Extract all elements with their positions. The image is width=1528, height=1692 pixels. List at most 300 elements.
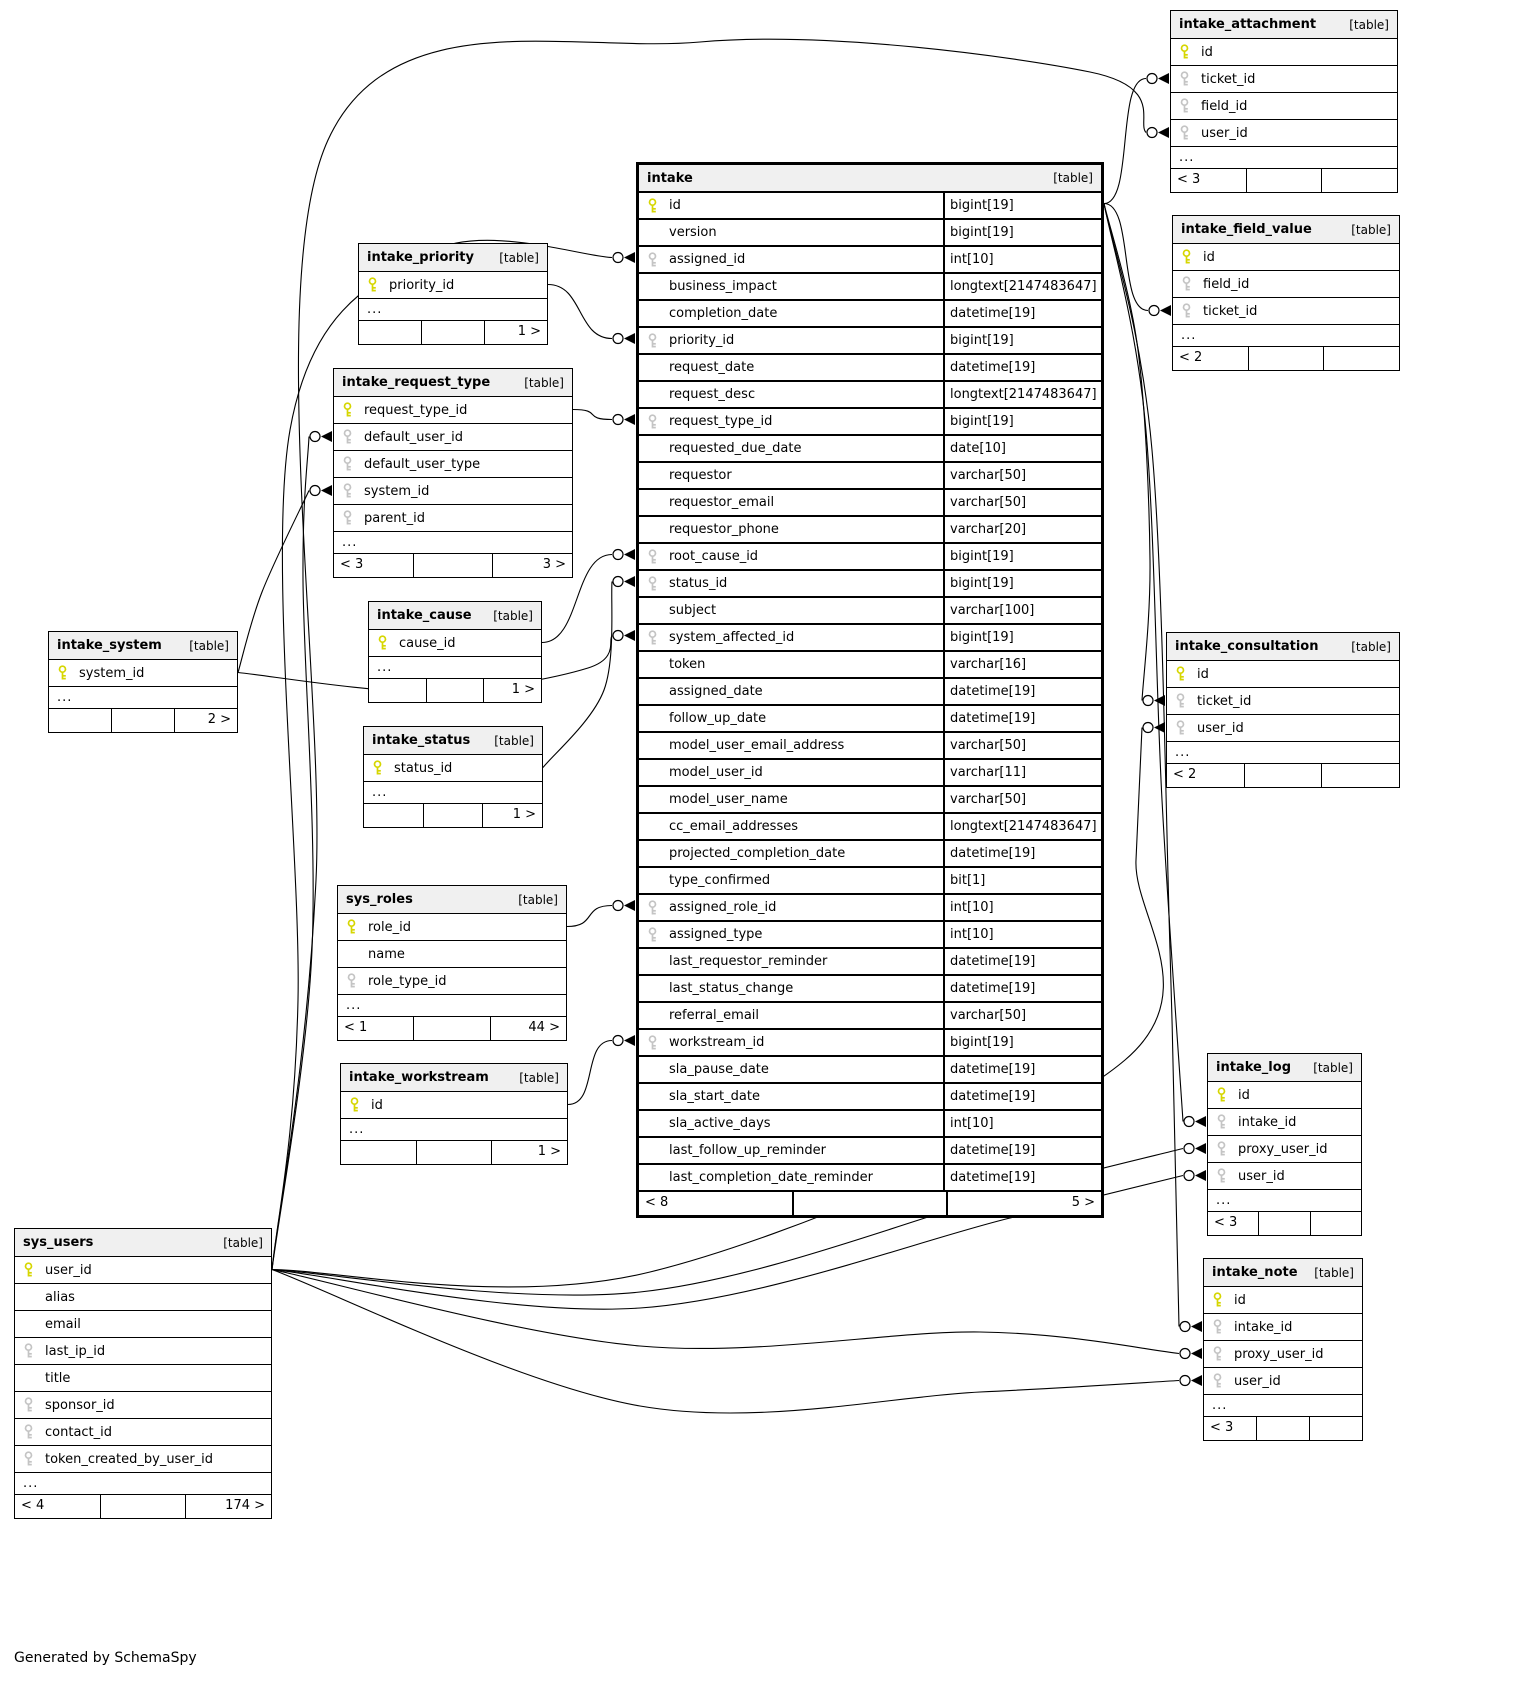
column-row-sys_users-title (15, 1365, 271, 1392)
table-name: sys_roles (346, 892, 413, 907)
foreign-key-icon (1204, 1373, 1230, 1389)
column-name: contact_id (45, 1424, 113, 1440)
table-type-label: [table] (1349, 17, 1389, 32)
column-row-intake-assigned_type (639, 922, 1101, 949)
footer-right-count: 1 > (482, 804, 542, 827)
column-name: assigned_id (669, 252, 746, 267)
ellipsis-row: ... (1208, 1190, 1361, 1212)
column-name: default_user_type (364, 456, 481, 472)
column-name: requestor_email (669, 495, 775, 510)
foreign-key-icon (639, 549, 665, 565)
table-type-label: [table] (1351, 639, 1391, 654)
column-row-intake-token (639, 652, 1101, 679)
table-header-intake_workstream[interactable] (341, 1064, 567, 1092)
foreign-key-icon (1171, 125, 1197, 141)
table-name: intake_attachment (1179, 17, 1317, 32)
table-header-intake_status[interactable] (364, 727, 542, 755)
column-type: datetime[19] (943, 976, 1101, 1001)
column-name: last_follow_up_reminder (669, 1143, 826, 1158)
column-row-intake_system-system_id (49, 660, 237, 687)
column-name: version (669, 225, 717, 240)
table-header-intake_system[interactable] (49, 632, 237, 660)
column-name: status_id (394, 760, 453, 776)
relationship-edge (1104, 204, 1150, 701)
foreign-key-icon (639, 927, 665, 943)
edge-arrow-marker (1195, 1170, 1206, 1181)
column-name: assigned_date (669, 684, 763, 699)
column-name: status_id (669, 576, 728, 591)
edge-arrow-marker (624, 333, 635, 344)
column-name: name (368, 946, 405, 962)
column-name: last_completion_date_reminder (669, 1170, 873, 1185)
foreign-key-icon (15, 1451, 41, 1467)
primary-key-icon (15, 1262, 41, 1278)
column-name: user_id (1197, 720, 1244, 736)
table-footer (639, 1192, 1101, 1215)
primary-key-icon (49, 665, 75, 681)
table-sys_roles (337, 885, 567, 1041)
column-type: int[10] (943, 1111, 1101, 1136)
ellipsis-row: ... (369, 657, 541, 679)
column-type: datetime[19] (943, 841, 1101, 866)
column-row-intake-workstream_id (639, 1030, 1101, 1057)
foreign-key-icon (1171, 71, 1197, 87)
table-type-label: [table] (1351, 222, 1391, 237)
table-intake_note (1203, 1258, 1363, 1441)
table-name: intake_system (57, 638, 162, 653)
column-row-intake_consultation-id (1167, 661, 1399, 688)
column-name: last_ip_id (45, 1343, 106, 1359)
primary-key-icon (359, 277, 385, 293)
foreign-key-icon (1208, 1114, 1234, 1130)
primary-key-icon (364, 760, 390, 776)
column-type: varchar[50] (943, 1003, 1101, 1028)
column-name: id (371, 1097, 383, 1113)
column-row-intake_log-id (1208, 1082, 1361, 1109)
ellipsis-row: ... (334, 532, 572, 554)
primary-key-icon (338, 919, 364, 935)
column-type: int[10] (943, 895, 1101, 920)
table-footer (1171, 169, 1397, 192)
column-name: last_status_change (669, 981, 794, 996)
table-header-intake_attachment[interactable] (1171, 11, 1397, 39)
column-name: sla_active_days (669, 1116, 771, 1131)
table-footer (369, 679, 541, 702)
footer-mid-cell (1256, 1417, 1309, 1440)
foreign-key-icon (639, 414, 665, 430)
table-footer (1208, 1212, 1361, 1235)
table-header-intake_priority[interactable] (359, 244, 547, 272)
foreign-key-icon (1204, 1319, 1230, 1335)
foreign-key-icon (15, 1397, 41, 1413)
column-type: bigint[19] (943, 193, 1101, 218)
footer-left-count: < 8 (645, 1195, 669, 1210)
column-name: sponsor_id (45, 1397, 115, 1413)
footer-mid-cell (413, 1017, 489, 1040)
column-name: request_type_id (364, 402, 468, 418)
edge-circle-marker (1184, 1171, 1194, 1181)
column-name: assigned_role_id (669, 900, 777, 915)
footer-left-count: < 3 (1214, 1215, 1238, 1230)
ellipsis-row: ... (364, 782, 542, 804)
column-row-intake_cause-cause_id (369, 630, 541, 657)
table-intake (636, 162, 1104, 1218)
primary-key-icon (1204, 1292, 1230, 1308)
table-intake_workstream (340, 1063, 568, 1165)
footer-left-count: < 3 (340, 557, 364, 572)
column-row-intake-follow_up_date (639, 706, 1101, 733)
table-name: intake_cause (377, 608, 472, 623)
column-row-intake-request_type_id (639, 409, 1101, 436)
footer-left-count (49, 709, 111, 732)
column-row-sys_users-user_id (15, 1257, 271, 1284)
footer-right-count: 1 > (484, 321, 547, 344)
column-name: model_user_name (669, 792, 788, 807)
column-row-intake-model_user_email_address (639, 733, 1101, 760)
column-type: bigint[19] (943, 625, 1101, 650)
footer-right-count: 2 > (174, 709, 237, 732)
column-type: datetime[19] (943, 355, 1101, 380)
footer-mid-cell (792, 1192, 947, 1215)
table-header-intake_cause[interactable] (369, 602, 541, 630)
column-row-sys_roles-role_type_id (338, 968, 566, 995)
table-header-intake_field_value[interactable] (1173, 216, 1399, 244)
column-row-intake-type_confirmed (639, 868, 1101, 895)
table-name: intake (647, 170, 693, 186)
column-type: varchar[50] (943, 463, 1101, 488)
column-row-intake-system_affected_id (639, 625, 1101, 652)
primary-key-icon (1167, 666, 1193, 682)
table-intake_priority (358, 243, 548, 345)
table-footer (1167, 764, 1399, 787)
column-type: datetime[19] (943, 949, 1101, 974)
foreign-key-icon (1208, 1168, 1234, 1184)
relationship-edge (238, 491, 309, 673)
column-row-intake-cc_email_addresses (639, 814, 1101, 841)
column-name: alias (45, 1289, 75, 1305)
column-row-intake-requestor_phone (639, 517, 1101, 544)
column-name: referral_email (669, 1008, 760, 1023)
table-header-intake_log[interactable] (1208, 1054, 1361, 1082)
edge-arrow-marker (1158, 73, 1169, 84)
footer-left-count (369, 679, 426, 702)
foreign-key-icon (1171, 98, 1197, 114)
table-header-intake[interactable] (639, 165, 1101, 193)
column-row-intake_attachment-field_id (1171, 93, 1397, 120)
column-name: default_user_id (364, 429, 463, 445)
table-footer (1204, 1417, 1362, 1440)
footer-mid-cell (111, 709, 174, 732)
foreign-key-icon (334, 483, 360, 499)
column-name: user_id (1201, 125, 1248, 141)
footer-left-count: < 2 (1173, 767, 1197, 782)
footer-mid-cell (423, 804, 483, 827)
column-type: varchar[11] (943, 760, 1101, 785)
column-row-intake-business_impact (639, 274, 1101, 301)
edge-arrow-marker (624, 414, 635, 425)
column-type: datetime[19] (943, 1057, 1101, 1082)
column-name: assigned_type (669, 927, 763, 942)
column-row-sys_users-alias (15, 1284, 271, 1311)
footer-left-count: < 1 (344, 1020, 368, 1035)
table-header-sys_roles[interactable] (338, 886, 566, 914)
column-name: user_id (45, 1262, 92, 1278)
footer-mid-cell (413, 554, 493, 577)
column-row-intake_consultation-ticket_id (1167, 688, 1399, 715)
footer-mid-cell (1248, 347, 1324, 370)
column-row-sys_roles-role_id (338, 914, 566, 941)
column-row-intake_status-status_id (364, 755, 542, 782)
column-row-intake_request_type-system_id (334, 478, 572, 505)
column-row-sys_users-sponsor_id (15, 1392, 271, 1419)
edge-arrow-marker (321, 485, 332, 496)
column-row-intake_attachment-id (1171, 39, 1397, 66)
relationship-edge (543, 582, 612, 768)
footer-mid-cell (100, 1495, 186, 1518)
column-row-intake_field_value-field_id (1173, 271, 1399, 298)
column-type: bigint[19] (943, 1030, 1101, 1055)
edge-circle-marker (613, 631, 623, 641)
edge-arrow-marker (624, 900, 635, 911)
edge-circle-marker (310, 486, 320, 496)
column-name: ticket_id (1203, 303, 1258, 319)
column-type: datetime[19] (943, 679, 1101, 704)
relationship-edge (568, 1041, 612, 1105)
column-name: system_affected_id (669, 630, 795, 645)
table-header-intake_note[interactable] (1204, 1259, 1362, 1287)
column-type: int[10] (943, 922, 1101, 947)
table-name: intake_note (1212, 1265, 1298, 1280)
primary-key-icon (639, 198, 665, 214)
footer-right-count: 5 > (946, 1192, 1101, 1215)
column-name: intake_id (1238, 1114, 1297, 1130)
edge-arrow-marker (321, 431, 332, 442)
table-type-label: [table] (524, 375, 564, 390)
foreign-key-icon (1173, 276, 1199, 292)
column-name: id (669, 198, 681, 213)
table-type-label: [table] (518, 892, 558, 907)
column-row-intake-root_cause_id (639, 544, 1101, 571)
column-name: request_type_id (669, 414, 773, 429)
foreign-key-icon (334, 456, 360, 472)
ellipsis-row: ... (1173, 325, 1399, 347)
table-intake_system (48, 631, 238, 733)
column-name: id (1238, 1087, 1250, 1103)
column-name: request_desc (669, 387, 756, 402)
table-footer (15, 1495, 271, 1518)
table-intake_consultation (1166, 632, 1400, 788)
table-header-intake_consultation[interactable] (1167, 633, 1399, 661)
footer-mid-cell (1246, 169, 1322, 192)
edge-arrow-marker (624, 576, 635, 587)
column-type: varchar[50] (943, 490, 1101, 515)
column-row-intake_request_type-default_user_type (334, 451, 572, 478)
column-row-intake-version (639, 220, 1101, 247)
edge-arrow-marker (1195, 1143, 1206, 1154)
table-footer (49, 709, 237, 732)
table-footer (364, 804, 542, 827)
foreign-key-icon (1208, 1141, 1234, 1157)
table-type-label: [table] (1053, 171, 1093, 185)
column-row-intake-referral_email (639, 1003, 1101, 1030)
column-row-intake_attachment-ticket_id (1171, 66, 1397, 93)
column-type: longtext[2147483647] (943, 274, 1101, 299)
table-name: intake_priority (367, 250, 474, 265)
footer-left-count: < 3 (1210, 1420, 1234, 1435)
column-row-intake-model_user_name (639, 787, 1101, 814)
column-type: bigint[19] (943, 409, 1101, 434)
column-name: root_cause_id (669, 549, 759, 564)
column-name: id (1201, 44, 1213, 60)
ellipsis-row: ... (1171, 147, 1397, 169)
column-name: proxy_user_id (1234, 1346, 1324, 1362)
edge-arrow-marker (1191, 1375, 1202, 1386)
footer-left-count: < 2 (1179, 350, 1203, 365)
foreign-key-icon (334, 510, 360, 526)
column-row-intake_request_type-parent_id (334, 505, 572, 532)
column-type: varchar[50] (943, 787, 1101, 812)
edge-circle-marker (1147, 128, 1157, 138)
table-name: intake_status (372, 733, 471, 748)
column-row-intake_request_type-default_user_id (334, 424, 572, 451)
edge-circle-marker (613, 334, 623, 344)
column-type: bigint[19] (943, 328, 1101, 353)
footer-mid-cell (421, 321, 484, 344)
column-row-intake-request_desc (639, 382, 1101, 409)
table-intake_status (363, 726, 543, 828)
edge-circle-marker (310, 432, 320, 442)
column-name: id (1234, 1292, 1246, 1308)
column-name: sla_start_date (669, 1089, 760, 1104)
column-name: role_type_id (368, 973, 447, 989)
table-header-sys_users[interactable] (15, 1229, 271, 1257)
ellipsis-row: ... (1204, 1395, 1362, 1417)
column-row-sys_users-token_created_by_user_id (15, 1446, 271, 1473)
edge-circle-marker (1184, 1144, 1194, 1154)
column-row-intake_note-intake_id (1204, 1314, 1362, 1341)
column-name: ticket_id (1197, 693, 1252, 709)
column-name: sla_pause_date (669, 1062, 769, 1077)
column-row-intake_note-proxy_user_id (1204, 1341, 1362, 1368)
column-row-intake_log-user_id (1208, 1163, 1361, 1190)
foreign-key-icon (639, 630, 665, 646)
column-type: datetime[19] (943, 1138, 1101, 1163)
edge-arrow-marker (624, 630, 635, 641)
column-row-intake_note-user_id (1204, 1368, 1362, 1395)
table-footer (334, 554, 572, 577)
column-type: bigint[19] (943, 571, 1101, 596)
foreign-key-icon (1167, 720, 1193, 736)
relationship-edge (567, 906, 612, 927)
foreign-key-icon (639, 252, 665, 268)
edge-circle-marker (1180, 1349, 1190, 1359)
foreign-key-icon (639, 576, 665, 592)
column-row-intake-projected_completion_date (639, 841, 1101, 868)
table-footer (359, 321, 547, 344)
footer-right-count: 174 > (185, 1495, 271, 1518)
edge-circle-marker (613, 1036, 623, 1046)
column-name: completion_date (669, 306, 778, 321)
table-type-label: [table] (519, 1070, 559, 1085)
column-row-intake-sla_active_days (639, 1111, 1101, 1138)
column-name: system_id (364, 483, 430, 499)
column-name: intake_id (1234, 1319, 1293, 1335)
column-name: request_date (669, 360, 755, 375)
foreign-key-icon (639, 900, 665, 916)
primary-key-icon (369, 635, 395, 651)
footer-left-count: < 4 (21, 1498, 45, 1513)
column-name: user_id (1238, 1168, 1285, 1184)
column-name: model_user_email_address (669, 738, 845, 753)
edge-circle-marker (1143, 696, 1153, 706)
foreign-key-icon (15, 1343, 41, 1359)
column-row-intake_field_value-ticket_id (1173, 298, 1399, 325)
column-row-intake-last_status_change (639, 976, 1101, 1003)
table-name: intake_workstream (349, 1070, 489, 1085)
table-intake_cause (368, 601, 542, 703)
edge-arrow-marker (1195, 1116, 1206, 1127)
edge-circle-marker (1147, 74, 1157, 84)
table-header-intake_request_type[interactable] (334, 369, 572, 397)
column-row-sys_users-last_ip_id (15, 1338, 271, 1365)
column-name: id (1197, 666, 1209, 682)
primary-key-icon (334, 402, 360, 418)
footer-right-count (1321, 764, 1399, 787)
foreign-key-icon (639, 333, 665, 349)
column-row-intake-sla_pause_date (639, 1057, 1101, 1084)
column-row-intake-requested_due_date (639, 436, 1101, 463)
column-type: datetime[19] (943, 706, 1101, 731)
column-name: type_confirmed (669, 873, 771, 888)
table-sys_users (14, 1228, 272, 1519)
ellipsis-row: ... (15, 1473, 271, 1495)
column-name: ticket_id (1201, 71, 1256, 87)
column-type: longtext[2147483647] (943, 814, 1101, 839)
primary-key-icon (1173, 249, 1199, 265)
primary-key-icon (1171, 44, 1197, 60)
column-name: cc_email_addresses (669, 819, 798, 834)
table-intake_attachment (1170, 10, 1398, 193)
column-name: token (669, 657, 706, 672)
column-row-intake-requestor_email (639, 490, 1101, 517)
column-row-intake-last_requestor_reminder (639, 949, 1101, 976)
column-row-intake-last_follow_up_reminder (639, 1138, 1101, 1165)
column-name: requested_due_date (669, 441, 802, 456)
table-name: intake_request_type (342, 375, 491, 390)
column-name: proxy_user_id (1238, 1141, 1328, 1157)
column-name: system_id (79, 665, 145, 681)
column-row-intake_log-intake_id (1208, 1109, 1361, 1136)
column-name: field_id (1203, 276, 1250, 292)
table-type-label: [table] (1313, 1060, 1353, 1075)
column-row-sys_users-contact_id (15, 1419, 271, 1446)
table-name: intake_log (1216, 1060, 1292, 1075)
edge-arrow-marker (1160, 305, 1171, 316)
column-row-intake-status_id (639, 571, 1101, 598)
ellipsis-row: ... (1167, 742, 1399, 764)
foreign-key-icon (334, 429, 360, 445)
foreign-key-icon (1167, 693, 1193, 709)
table-type-label: [table] (493, 608, 533, 623)
table-footer (338, 1017, 566, 1040)
edge-circle-marker (613, 550, 623, 560)
column-name: requestor_phone (669, 522, 779, 537)
column-name: follow_up_date (669, 711, 767, 726)
table-type-label: [table] (499, 250, 539, 265)
relationship-edge (573, 410, 612, 420)
column-name: title (45, 1370, 71, 1386)
column-row-intake-priority_id (639, 328, 1101, 355)
